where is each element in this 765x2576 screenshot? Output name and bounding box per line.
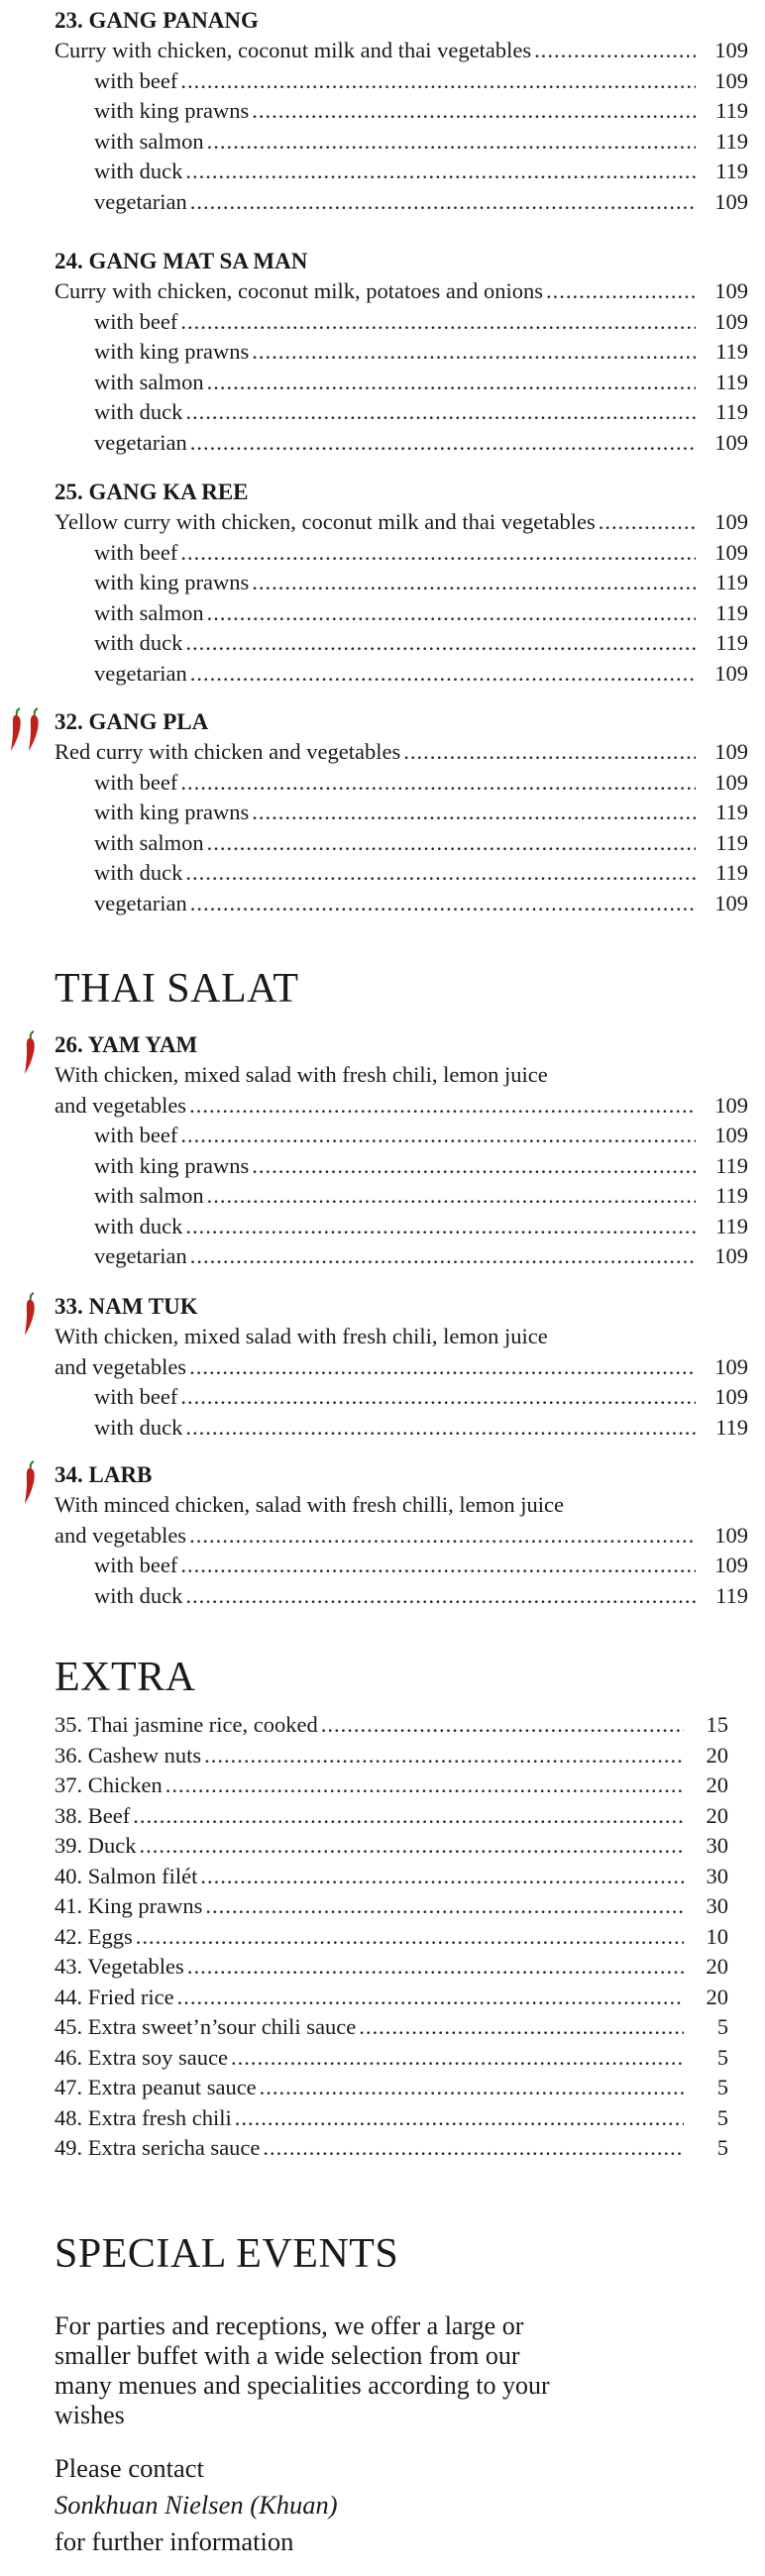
- special-events-line: For parties and receptions, we offer a large or: [55, 2311, 524, 2340]
- dot-leader: [546, 276, 696, 307]
- dot-leader: [185, 1212, 696, 1242]
- dish-variant-label: with salmon: [94, 128, 204, 154]
- dish-variant-label: with duck: [94, 399, 183, 424]
- dot-leader: [207, 127, 696, 158]
- dot-leader: [189, 1091, 696, 1122]
- dot-leader: [185, 397, 696, 428]
- dish-main-label: and vegetables: [55, 1522, 187, 1548]
- dot-leader: [136, 1922, 684, 1953]
- dot-leader: [207, 598, 696, 629]
- dish-main-price: 109: [714, 1092, 748, 1118]
- dish-variant-price: 109: [714, 1243, 748, 1268]
- dish-title: 26. YAM YAM: [55, 1032, 198, 1057]
- dot-leader: [252, 798, 696, 828]
- dish-main-row: [55, 1091, 748, 1122]
- dot-leader: [190, 187, 696, 218]
- extra-item-row: [55, 1710, 728, 1741]
- extra-item-label: 39. Duck: [55, 1833, 137, 1858]
- dish-variant-price: 109: [714, 188, 748, 214]
- extra-item-label: 43. Vegetables: [55, 1954, 184, 1979]
- dot-leader: [185, 858, 696, 889]
- dot-leader: [205, 1891, 684, 1922]
- dot-leader: [180, 538, 696, 569]
- dish-variant-row: [55, 798, 748, 828]
- dish-variant-row: [55, 768, 748, 799]
- dish-variant-row: [55, 368, 748, 398]
- dish-variant-row: [55, 1151, 748, 1182]
- dot-leader: [180, 1121, 696, 1151]
- dot-leader: [180, 66, 696, 97]
- dot-leader: [185, 1581, 696, 1612]
- dot-leader: [187, 1952, 684, 1983]
- dish-description: With chicken, mixed salad with fresh chili, lemon juice: [55, 1062, 548, 1087]
- dish-variant-label: with king prawns: [94, 339, 250, 364]
- extra-item-row: [55, 1952, 728, 1983]
- dish-variant-row: [55, 96, 748, 127]
- dot-leader: [231, 2043, 684, 2074]
- dish-main-label: and vegetables: [55, 1092, 187, 1118]
- dish-variant-price: 119: [715, 159, 748, 183]
- extra-item-price: 20: [706, 1984, 728, 2009]
- dish-variant-price: 119: [715, 1582, 748, 1608]
- extra-item-price: 5: [716, 2104, 728, 2130]
- dish-main-row: [55, 1352, 748, 1383]
- dish-variant-row: [55, 157, 748, 187]
- dish-variant-row: [55, 858, 748, 889]
- dot-leader: [207, 1181, 696, 1212]
- extra-item-price: 20: [706, 1772, 728, 1797]
- extra-item-price: 20: [706, 1954, 728, 1979]
- extra-item-price: 15: [706, 1712, 728, 1737]
- dot-leader: [200, 1862, 684, 1892]
- dot-leader: [235, 2103, 684, 2134]
- extra-item-label: 46. Extra soy sauce: [55, 2044, 228, 2070]
- dish-title: 25. GANG KA REE: [55, 480, 249, 504]
- spicy-indicator: [23, 1460, 39, 1506]
- dish-main-label: Red curry with chicken and vegetables: [55, 739, 401, 764]
- dish-variant-row: [55, 828, 748, 859]
- dish-main-price: 109: [714, 739, 748, 764]
- dish-variant-label: with salmon: [94, 599, 204, 625]
- dish-main-row: [55, 737, 748, 768]
- dish-variant-label: with duck: [94, 1414, 183, 1440]
- menu-item-34: [55, 1454, 748, 1611]
- extra-item-price: 30: [706, 1863, 728, 1888]
- extra-item-label: 45. Extra sweet’n’sour chili sauce: [55, 2014, 357, 2039]
- dish-variant-row: [55, 659, 748, 690]
- dot-leader: [180, 768, 696, 799]
- chili-pepper-icon: [27, 707, 43, 753]
- dish-variant-label: with beef: [94, 1384, 178, 1409]
- dish-title: 32. GANG PLA: [55, 709, 209, 734]
- extra-item-row: [55, 1891, 728, 1922]
- menu-item-24: [55, 241, 748, 458]
- section-heading-extra: EXTRA: [55, 1655, 196, 1700]
- dish-variant-label: with beef: [94, 1553, 178, 1577]
- dot-leader: [260, 2073, 684, 2103]
- extra-item-label: 37. Chicken: [55, 1772, 163, 1797]
- dot-leader: [185, 628, 696, 659]
- dot-leader: [263, 2133, 684, 2164]
- dish-variant-label: with duck: [94, 1213, 183, 1238]
- section-heading-special-events: SPECIAL EVENTS: [55, 2231, 399, 2277]
- dish-variant-row: [55, 127, 748, 158]
- dish-main-label: Curry with chicken, coconut milk and thai vegetables: [55, 38, 532, 62]
- dish-variant-row: [55, 1241, 748, 1272]
- dish-main-price: 109: [714, 38, 748, 62]
- chili-pepper-icon: [23, 1030, 39, 1076]
- extra-item-row: [55, 1741, 728, 1771]
- dish-variant-price: 109: [714, 1553, 748, 1577]
- extra-item-price: 5: [716, 2044, 728, 2070]
- dot-leader: [207, 828, 696, 859]
- dish-main-label: Curry with chicken, coconut milk, potatoes and onions: [55, 278, 544, 303]
- extra-item-price: 10: [706, 1923, 728, 1949]
- extra-item-label: 47. Extra peanut sauce: [55, 2075, 257, 2099]
- extra-item-label: 49. Extra sericha sauce: [55, 2135, 261, 2160]
- extra-item-price: 20: [706, 1742, 728, 1768]
- extra-item-row: [55, 1801, 728, 1832]
- dish-variant-row: [55, 1181, 748, 1212]
- menu-item-25: [55, 472, 748, 689]
- dish-title: 34. LARB: [55, 1462, 153, 1487]
- dish-variant-row: [55, 66, 748, 97]
- dish-variant-label: with duck: [94, 1582, 183, 1608]
- extra-item-row: [55, 1771, 728, 1801]
- extra-item-label: 38. Beef: [55, 1802, 131, 1828]
- dish-variant-price: 119: [715, 339, 748, 364]
- dish-description: With minced chicken, salad with fresh chilli, lemon juice: [55, 1492, 564, 1517]
- dot-leader: [252, 337, 696, 368]
- dish-variant-price: 119: [715, 570, 748, 594]
- dot-leader: [189, 1521, 696, 1552]
- extra-item-row: [55, 2043, 728, 2074]
- dish-variant-label: vegetarian: [94, 660, 187, 686]
- dish-variant-row: [55, 538, 748, 569]
- dish-variant-row: [55, 1581, 748, 1612]
- extra-item-label: 35. Thai jasmine rice, cooked: [55, 1712, 318, 1737]
- dish-variant-price: 119: [715, 800, 748, 824]
- extra-item-label: 48. Extra fresh chili: [55, 2104, 232, 2130]
- contact-outro: for further information: [55, 2526, 294, 2556]
- dish-variant-label: with beef: [94, 308, 178, 334]
- dish-description: With chicken, mixed salad with fresh chili, lemon juice: [55, 1324, 548, 1348]
- dot-leader: [534, 36, 696, 66]
- dish-variant-label: vegetarian: [94, 890, 187, 915]
- special-events-description: [55, 2311, 689, 2430]
- chili-pepper-icon: [23, 1292, 39, 1338]
- extra-item-price: 30: [706, 1833, 728, 1858]
- dot-leader: [180, 1382, 696, 1413]
- dot-leader: [177, 1983, 684, 2013]
- dot-leader: [252, 96, 696, 127]
- dot-leader: [207, 368, 696, 398]
- dish-variant-label: with beef: [94, 1123, 178, 1147]
- dish-main-label: and vegetables: [55, 1353, 187, 1379]
- dish-variant-price: 119: [715, 98, 748, 123]
- dot-leader: [180, 307, 696, 338]
- extra-item-label: 42. Eggs: [55, 1923, 133, 1949]
- dish-variant-row: [55, 428, 748, 459]
- extra-item-price: 5: [716, 2075, 728, 2099]
- dish-variant-label: vegetarian: [94, 1243, 187, 1268]
- dot-leader: [140, 1831, 685, 1862]
- dish-main-price: 109: [714, 278, 748, 303]
- dish-variant-price: 109: [714, 1384, 748, 1409]
- extra-item-row: [55, 2103, 728, 2134]
- dish-main-price: 109: [714, 509, 748, 534]
- extra-item-row: [55, 1983, 728, 2013]
- extra-item-price: 30: [706, 1893, 728, 1918]
- dish-variant-row: [55, 1382, 748, 1413]
- dish-variant-label: vegetarian: [94, 429, 187, 455]
- dot-leader: [185, 1413, 696, 1444]
- dish-variant-label: with beef: [94, 539, 178, 565]
- spicy-indicator: [23, 1292, 39, 1338]
- section-heading-thai-salat: THAI SALAT: [55, 966, 299, 1012]
- dish-variant-price: 109: [714, 1123, 748, 1147]
- dish-variant-row: [55, 1413, 748, 1444]
- dish-variant-row: [55, 1121, 748, 1151]
- dish-variant-price: 109: [714, 769, 748, 795]
- dot-leader: [190, 889, 696, 919]
- dish-variant-label: with king prawns: [94, 570, 250, 594]
- special-events-line: smaller buffet with a wide selection from our: [55, 2341, 520, 2370]
- dish-variant-row: [55, 1212, 748, 1242]
- dot-leader: [189, 1352, 696, 1383]
- dish-variant-label: with duck: [94, 860, 183, 885]
- dish-variant-row: [55, 187, 748, 218]
- dish-variant-row: [55, 628, 748, 659]
- dish-title: 24. GANG MAT SA MAN: [55, 249, 308, 273]
- dish-main-label: Yellow curry with chicken, coconut milk and thai vegetables: [55, 509, 596, 534]
- dish-variant-label: with king prawns: [94, 800, 250, 824]
- chili-pepper-icon: [9, 707, 25, 753]
- dish-variant-label: with salmon: [94, 1183, 204, 1208]
- extra-item-price: 5: [716, 2135, 728, 2160]
- contact-intro: Please contact: [55, 2453, 204, 2483]
- dish-variant-row: [55, 1551, 748, 1581]
- extra-item-row: [55, 2012, 728, 2043]
- dish-main-row: [55, 507, 748, 538]
- dish-variant-label: with duck: [94, 630, 183, 655]
- special-events-line: many menues and specialities according to your: [55, 2371, 550, 2400]
- dot-leader: [599, 507, 696, 538]
- dish-variant-price: 119: [715, 369, 748, 394]
- extra-item-row: [55, 2133, 728, 2164]
- dot-leader: [252, 568, 696, 598]
- contact-block: [55, 2450, 338, 2560]
- dot-leader: [403, 737, 696, 768]
- dish-variant-price: 119: [715, 829, 748, 855]
- dish-variant-price: 109: [714, 429, 748, 455]
- extra-item-label: 40. Salmon filét: [55, 1863, 198, 1888]
- dot-leader: [133, 1801, 684, 1832]
- extras-list: [55, 1710, 728, 2164]
- dish-variant-price: 119: [715, 399, 748, 424]
- extra-item-label: 44. Fried rice: [55, 1984, 174, 2009]
- extra-item-row: [55, 1862, 728, 1892]
- dish-variant-row: [55, 889, 748, 919]
- dish-variant-price: 119: [715, 1183, 748, 1208]
- dot-leader: [165, 1771, 684, 1801]
- dish-variant-price: 119: [715, 1213, 748, 1238]
- dish-variant-row: [55, 598, 748, 629]
- dish-main-price: 109: [714, 1522, 748, 1548]
- extra-item-row: [55, 2073, 728, 2103]
- dish-variant-price: 119: [715, 1152, 748, 1178]
- dish-variant-row: [55, 337, 748, 368]
- dish-variant-label: with duck: [94, 159, 183, 183]
- dish-variant-price: 119: [715, 1414, 748, 1440]
- dish-main-row: [55, 1521, 748, 1552]
- dot-leader: [321, 1710, 684, 1741]
- menu-item-23: [55, 0, 748, 217]
- chili-pepper-icon: [23, 1460, 39, 1506]
- dot-leader: [204, 1741, 684, 1771]
- dish-variant-price: 109: [714, 308, 748, 334]
- dish-variant-price: 109: [714, 660, 748, 686]
- dish-variant-price: 119: [715, 860, 748, 885]
- dish-variant-label: vegetarian: [94, 188, 187, 214]
- dish-variant-price: 109: [714, 67, 748, 93]
- dish-title: 23. GANG PANANG: [55, 8, 259, 33]
- extra-item-price: 5: [716, 2014, 728, 2039]
- dish-variant-price: 109: [714, 890, 748, 915]
- dot-leader: [185, 157, 696, 187]
- spicy-indicator: [23, 1030, 39, 1076]
- dish-title: 33. NAM TUK: [55, 1294, 198, 1319]
- dot-leader: [190, 428, 696, 459]
- menu-item-32: [55, 701, 748, 918]
- dot-leader: [252, 1151, 696, 1182]
- dish-main-price: 109: [714, 1353, 748, 1379]
- extra-item-row: [55, 1831, 728, 1862]
- dish-variant-label: with beef: [94, 769, 178, 795]
- dish-variant-price: 119: [715, 630, 748, 655]
- dish-variant-row: [55, 568, 748, 598]
- spicy-indicator: [9, 707, 43, 753]
- dish-variant-row: [55, 307, 748, 338]
- dish-main-row: [55, 276, 748, 307]
- dish-variant-label: with beef: [94, 67, 178, 93]
- dish-variant-price: 109: [714, 539, 748, 565]
- extra-item-label: 36. Cashew nuts: [55, 1742, 202, 1768]
- dish-main-row: [55, 36, 748, 66]
- extra-item-price: 20: [706, 1802, 728, 1828]
- dish-variant-label: with king prawns: [94, 98, 250, 123]
- menu-item-33: [55, 1286, 748, 1443]
- contact-name: Sonkhuan Nielsen (Khuan): [55, 2490, 338, 2520]
- dish-variant-label: with salmon: [94, 829, 204, 855]
- dot-leader: [180, 1551, 696, 1581]
- extra-item-label: 41. King prawns: [55, 1893, 203, 1918]
- dot-leader: [190, 659, 696, 690]
- dot-leader: [359, 2012, 684, 2043]
- dot-leader: [190, 1241, 696, 1272]
- dish-variant-price: 119: [715, 599, 748, 625]
- dish-variant-row: [55, 397, 748, 428]
- dish-variant-label: with king prawns: [94, 1152, 250, 1178]
- extra-item-row: [55, 1922, 728, 1953]
- dish-variant-label: with salmon: [94, 369, 204, 394]
- dish-variant-price: 119: [715, 128, 748, 154]
- menu-item-26: [55, 1024, 748, 1272]
- special-events-line: wishes: [55, 2401, 125, 2429]
